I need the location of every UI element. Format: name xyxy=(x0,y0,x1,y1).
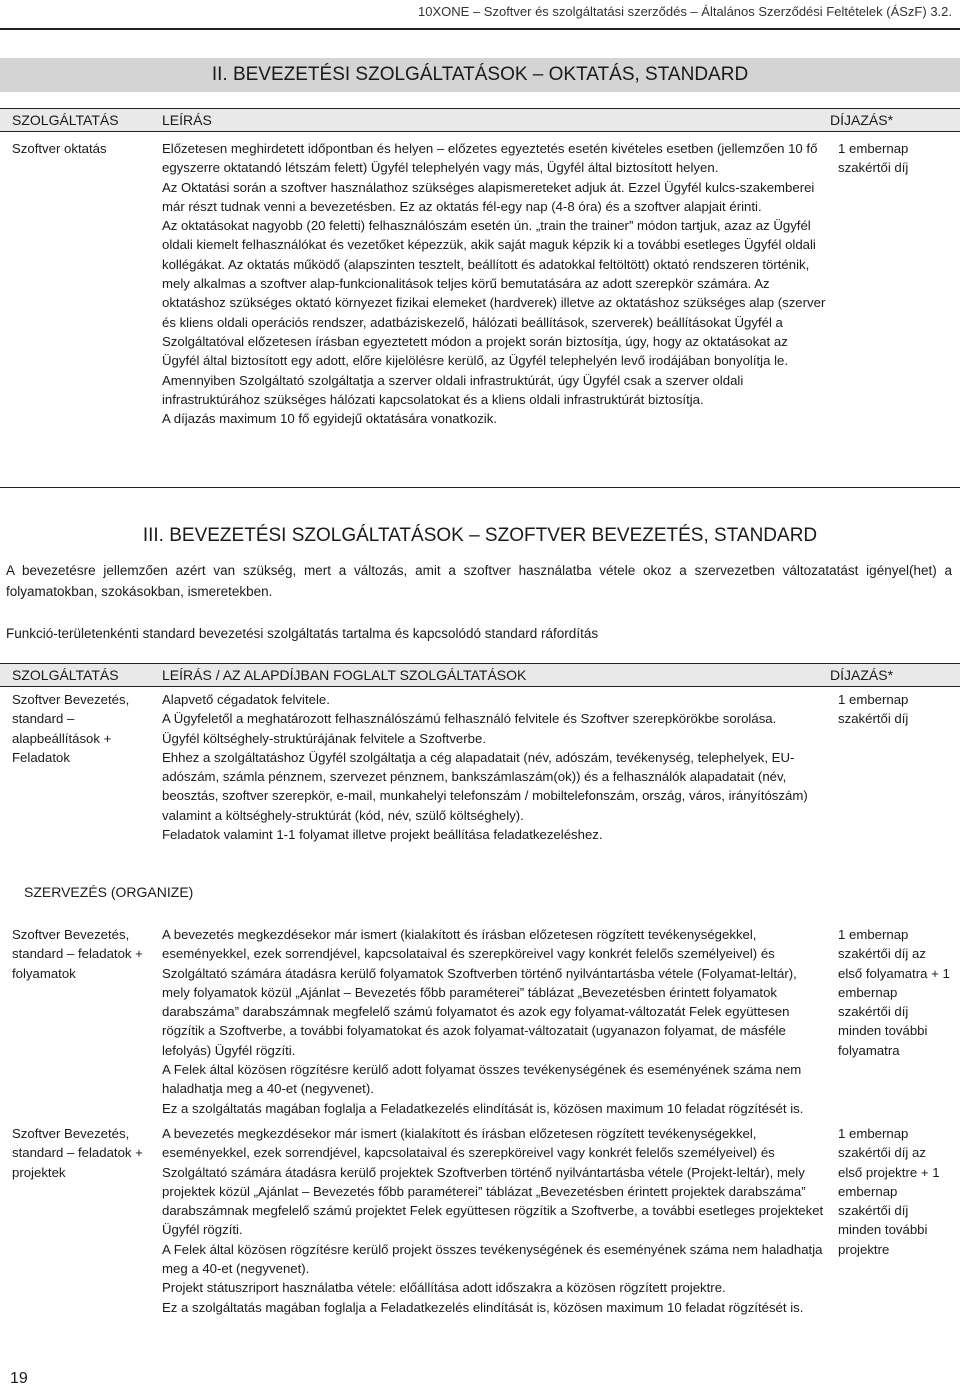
service-name: Szoftver oktatás xyxy=(12,141,107,156)
service-description xyxy=(162,925,834,1118)
running-header: 10XONE – Szoftver és szolgáltatási szerződés – Általános Szerződési Feltételek (ÁSzF) 3.2. xyxy=(418,4,952,19)
table-subtitle: Funkció-területenkénti standard bevezetési szolgáltatás tartalma és kapcsolódó standard ráfordítás xyxy=(6,626,599,641)
description-paragraph: Ez a szolgáltatás magában foglalja a Feladatkezelés elindítását is, közösen maximum 10 feladat rögzítését is. xyxy=(162,1100,804,1116)
service-description xyxy=(162,690,834,844)
service-fee: 1 embernap szakértői díj az első folyamatra + 1 embernap szakértői díj minden további folyamatra xyxy=(838,927,950,1058)
table-row xyxy=(0,139,960,428)
description-paragraph: A bevezetés megkezdésekor már ismert (kialakított és írásban előzetesen rögzített tevékenységekkel, eseményekkel, ezek sorrendjével, kapcsolataival és szerepköreivel vagy konkrét felelős személyeivel) és Szolgáltató számára átadásra kerülő folyamatok Szoftverben történő nyilvántartásba vétele (Folyamat-leltár), mely folyamatok közül „Ajánlat – Bevezetés főbb paraméterei” táblázat „Bevezetésben érintett folyamatok darabszáma” darabszámnak megfelelő számú folyamatot és azok egy folyamat-változatát Felek együttesen rögzítik a Szoftverbe, a további folyamatokat és azok folyamat-változatait (ugyanazon folyamat, de másféle lefolyás) Ügyfél rögzíti. xyxy=(162,927,797,1058)
col-header-fee: DÍJAZÁS* xyxy=(830,667,894,683)
table-bottom-rule xyxy=(0,487,960,488)
page-number: 19 xyxy=(10,1370,28,1387)
col-header-service: SZOLGÁLTATÁS xyxy=(12,667,119,683)
description-paragraph: A bevezetés megkezdésekor már ismert (kialakított és írásban előzetesen rögzített tevékenységekkel, eseményekkel, ezek sorrendjével, kapcsolataival és szerepköreivel vagy konkrét felelős személyeivel) és Szolgáltató számára átadásra kerülő projektek Szoftverben történő nyilvántartásba vétele (Projekt-leltár), mely projektek közül „Ajánlat – Bevezetés főbb paraméterei” táblázat „Bevezetésben érintett projektek darabszáma” darabszámnak megfelelő számú projektet Felek együttesen rögzítik a Szoftverbe, a további esetleges projekteket Ügyfél rögzíti. xyxy=(162,1125,824,1238)
description-paragraph: Alapvető cégadatok felvitele. xyxy=(162,692,330,707)
description-paragraph: Ez a szolgáltatás magában foglalja a Feladatkezelés elindítását is, közösen maximum 10 feladat rögzítését is. xyxy=(162,1299,804,1315)
service-description xyxy=(162,1124,834,1317)
description-paragraph: Projekt státuszriport használatba vétele: előállítása adott időszakra a közösen rögzített projektre. xyxy=(162,1280,726,1296)
description-paragraph: A díjazás maximum 10 fő egyidejű oktatására vonatkozik. xyxy=(162,411,497,427)
col-header-service: SZOLGÁLTATÁS xyxy=(12,112,119,128)
description-paragraph: A Felek által közösen rögzítésre kerülő adott folyamat összes tevékenységének és eseményének száma nem haladhatja meg a 40-et (negyvenet). xyxy=(162,1062,802,1097)
table-header xyxy=(0,663,960,687)
description-paragraph: Előzetesen meghirdetett időpontban és helyen – előzetes egyeztetés esetén kivételes esetben (jellemzően 10 fő egyszerre oktatandó létszám felett) Ügyfél telephelyén vagy más, Ügyfél által biztosított helyen. xyxy=(162,141,818,176)
table-row xyxy=(0,925,960,1118)
service-fee: 1 embernap szakértői díj xyxy=(838,141,909,176)
service-name: Szoftver Bevezetés, standard – alapbeállítások + Feladatok xyxy=(12,692,130,765)
description-paragraph: Ügyfél költséghely-struktúrájának felvitele a Szoftverbe. xyxy=(162,730,486,746)
training-table xyxy=(0,108,960,428)
col-header-description: LEÍRÁS xyxy=(162,112,212,128)
header-divider xyxy=(0,28,960,30)
description-paragraph: Az oktatásokat nagyobb (20 feletti) felhasználószám esetén ún. „train the trainer” módon tartjuk, azaz az Ügyfél oldali kiemelt felhasználókat és vezetőket képezzük, akik saját maguk képzik ki a további esetleges Ügyfél oldali kollégákat. Az oktatás működő (alapszinten tesztelt, beállított és adatokkal feltöltött) oktató rendszeren történik, mely alkalmas a szoftver alap-funkcionalitások teljes körű bemutatására az adott szerepkör számára. Az oktatáshoz szükséges oktató környezet fizikai elemeket (hardverek) illetve az oktatáshoz szükséges alap (szerver és kliens oldali operációs rendszer, adatbáziskezelő, hálózati beállítások, szerverek) beállításokat Ügyfél a Szolgáltatóval előzetesen írásban egyeztetett módon a projekt során biztosítja, úgy, hogy az oktatásokat az Ügyfél által biztosított egy adott, előre kijelölésre kerülő, az Ügyfél telephelyén levő irodájában bonyolítja le. Amennyiben Szolgáltató szolgáltatja a szerver oldali infrastruktúrát, úgy Ügyfél csak a szerver oldali infrastruktúrához szükséges hálózati kapcsolatokat és a kliens oldali infrastruktúrát biztosítja. xyxy=(162,218,826,407)
col-header-fee: DÍJAZÁS* xyxy=(830,112,894,128)
implementation-table xyxy=(0,663,960,844)
description-paragraph: A Felek által közösen rögzítésre kerülő projekt összes tevékenységének és eseményének száma nem haladhatja meg a 40-et (negyvenet). xyxy=(162,1241,823,1277)
description-paragraph: Az Oktatási során a szoftver használathoz szükséges alapismereteket adjuk át. Ezzel Ügyfél kulcs-szakemberei már részt tudnak venni a bevezetésben. Ez az oktatás fél-egy nap (4-8 óra) és a szoftver alapjait érinti. xyxy=(162,179,815,214)
section-title-training: II. BEVEZETÉSI SZOLGÁLTATÁSOK – OKTATÁS, STANDARD xyxy=(0,58,960,92)
section-title-implementation: III. BEVEZETÉSI SZOLGÁLTATÁSOK – SZOFTVER BEVEZETÉS, STANDARD xyxy=(142,525,818,546)
service-fee: 1 embernap szakértői díj az első projektre + 1 embernap szakértői díj minden további projektre xyxy=(838,1125,940,1257)
organize-label: SZERVEZÉS (ORGANIZE) xyxy=(24,884,194,900)
description-paragraph: Feladatok valamint 1-1 folyamat illetve projekt beállítása feladatkezeléshez. xyxy=(162,827,603,843)
table-row xyxy=(0,1124,960,1317)
service-fee: 1 embernap szakértői díj xyxy=(838,692,909,727)
table-header xyxy=(0,108,960,132)
organize-table xyxy=(0,925,960,1317)
col-header-description: LEÍRÁS / AZ ALAPDÍJBAN FOGLALT SZOLGÁLTATÁSOK xyxy=(162,667,527,683)
service-name: Szoftver Bevezetés, standard – feladatok + projektek xyxy=(12,1125,143,1180)
table-row xyxy=(0,690,960,844)
service-description xyxy=(162,139,834,428)
service-name: Szoftver Bevezetés, standard – feladatok + folyamatok xyxy=(12,927,143,981)
description-paragraph: Ehhez a szolgáltatáshoz Ügyfél szolgáltatja a cég alapadatait (név, adószám, tevékenység, telephelyek, EU-adószám, számla pénznem, szervezet pénznem, bankszámlaszám(ok)) és a felhasználók alapadatait (név, beosztás, szoftver szerepkör, e-mail, munkahelyi telefonszám / mobiltelefonszám, ország, város, irányítószám) valamint a költséghely-struktúrát (kód, név, szülő költséghely). xyxy=(162,749,808,823)
intro-paragraph: A bevezetésre jellemzően azért van szükség, mert a változás, amit a szoftver használatba vétele okoz a szervezetben változatatást igényel(het) a folyamatokban, szokásokban, ismeretekben. xyxy=(6,563,952,599)
description-paragraph: A Ügyfeletől a meghatározott felhasználószámú felhasználó felvitele és Szoftver szerepkörökbe sorolása. xyxy=(162,711,777,727)
